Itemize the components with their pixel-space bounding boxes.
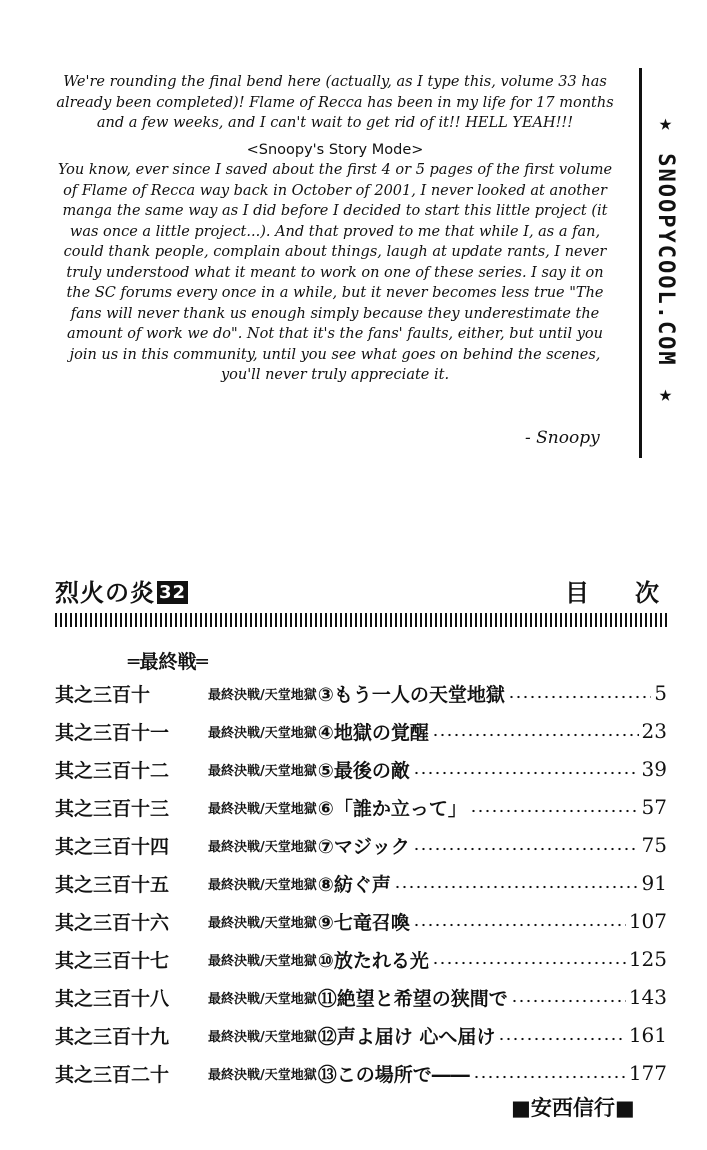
page-number: 57 — [641, 795, 667, 819]
toc-row — [55, 1020, 667, 1050]
volume-badge: 32 — [159, 582, 187, 603]
chapter-title: ⑧紡ぐ声 — [317, 873, 391, 896]
chapter-number: 其之三百十七 — [55, 949, 170, 972]
chapter-title: ⑨七竜召喚 — [317, 911, 410, 934]
sidebar-divider — [639, 68, 642, 458]
arc-name: 最終決戦/天堂地獄 — [208, 687, 317, 703]
arc-name: 最終決戦/天堂地獄 — [208, 877, 317, 893]
note-body: You know, ever since I saved about the first 4 or 5 pages of the first volume of Flame of Recca way back in October of 2001, I never looked at another manga the same way as I did before I decided to start this little project (it was once a little project...). And that proved to me that while I, as a fan, could thank people, complain about things, laugh at update rants, I never truly understood what it meant to work on one of these series. I say it on the SC forums every once in a while, but it never becomes less true "The fans will never thank us enough simply because they underestimate the amount of work we do". Not that it's the fans' faults, either, but until you join us in this community, until you see what goes on behind the scenes, you'll never truly appreciate it. — [57, 162, 613, 383]
toc-row — [55, 678, 667, 708]
page-number: 107 — [628, 909, 667, 933]
dot-leader — [473, 1075, 626, 1079]
dot-leader — [432, 733, 639, 737]
toc-row — [55, 830, 667, 860]
page-number: 177 — [628, 1061, 667, 1085]
chapter-title: ④地獄の覚醒 — [317, 721, 429, 744]
contents-label: 目次 — [565, 579, 705, 607]
chapter-title: ⑤最後の敵 — [317, 759, 410, 782]
arc-name: 最終決戦/天堂地獄 — [208, 915, 317, 931]
page-number: 125 — [628, 947, 667, 971]
chapter-number: 其之三百十二 — [55, 759, 170, 782]
dot-leader — [413, 771, 639, 775]
page-number: 39 — [641, 757, 667, 781]
page-number: 23 — [641, 719, 667, 743]
page-number: 5 — [654, 681, 667, 705]
chapter-title: ⑦マジック — [317, 835, 410, 858]
chapter-number: 其之三百十三 — [55, 797, 170, 820]
signature: - Snoopy — [525, 428, 600, 448]
author-name: ■安西信行■ — [511, 1096, 635, 1120]
chapter-title: ⑪絶望と希望の狭間で — [317, 987, 508, 1010]
section-label: ═最終戦═ — [128, 651, 208, 673]
note-intro: We're rounding the final bend here (actually, as I type this, volume 33 has already been completed)! Flame of Recca has been in my life for 17 months and a few weeks, and I can't wait to get rid of it!! HELL YEAH!!! — [56, 74, 614, 131]
arc-name: 最終決戦/天堂地獄 — [208, 1067, 317, 1083]
arc-name: 最終決戦/天堂地獄 — [208, 839, 317, 855]
chapter-number: 其之三百二十 — [55, 1063, 170, 1086]
chapter-title: ⑩放たれる光 — [317, 949, 429, 972]
chapter-title: ⑬この場所で―― — [317, 1063, 470, 1086]
toc-row — [55, 906, 667, 936]
dot-leader — [413, 847, 639, 851]
chapter-title: ⑫声よ届け 心へ届け — [317, 1025, 496, 1048]
page-number: 143 — [628, 985, 667, 1009]
site-credit: ★ SNOOPYCOOL.COM ★ — [653, 111, 678, 409]
chapter-number: 其之三百十一 — [55, 721, 170, 744]
arc-name: 最終決戦/天堂地獄 — [208, 763, 317, 779]
translator-note — [55, 72, 615, 386]
dot-leader — [470, 809, 639, 813]
dot-leader — [432, 961, 626, 965]
chapter-number: 其之三百十九 — [55, 1025, 170, 1048]
page-number: 161 — [628, 1023, 667, 1047]
dot-leader — [498, 1037, 625, 1041]
toc-row — [55, 982, 667, 1012]
arc-name: 最終決戦/天堂地獄 — [208, 991, 317, 1007]
chapter-number: 其之三百十五 — [55, 873, 170, 896]
chapter-title: ⑥「誰か立って」 — [317, 797, 467, 820]
arc-name: 最終決戦/天堂地獄 — [208, 725, 317, 741]
title-text: 烈火の炎 — [55, 579, 155, 607]
note-heading: <Snoopy's Story Mode> — [246, 141, 424, 158]
toc-row — [55, 944, 667, 974]
chapter-number: 其之三百十 — [55, 683, 151, 706]
chapter-title: ③もう一人の天堂地獄 — [317, 683, 505, 706]
page-number: 91 — [641, 871, 667, 895]
dot-leader — [508, 695, 651, 699]
dot-leader — [511, 999, 626, 1003]
arc-name: 最終決戦/天堂地獄 — [208, 1029, 317, 1045]
toc-row — [55, 716, 667, 746]
manga-title — [55, 573, 188, 608]
toc-row — [55, 792, 667, 822]
decorative-ruler — [55, 613, 667, 627]
toc-row — [55, 868, 667, 898]
toc-row — [55, 1058, 667, 1088]
toc-row — [55, 754, 667, 784]
chapter-number: 其之三百十八 — [55, 987, 170, 1010]
dot-leader — [394, 885, 639, 889]
chapter-number: 其之三百十六 — [55, 911, 170, 934]
chapter-number: 其之三百十四 — [55, 835, 170, 858]
page-number: 75 — [641, 833, 667, 857]
arc-name: 最終決戦/天堂地獄 — [208, 953, 317, 969]
dot-leader — [413, 923, 626, 927]
arc-name: 最終決戦/天堂地獄 — [208, 801, 317, 817]
